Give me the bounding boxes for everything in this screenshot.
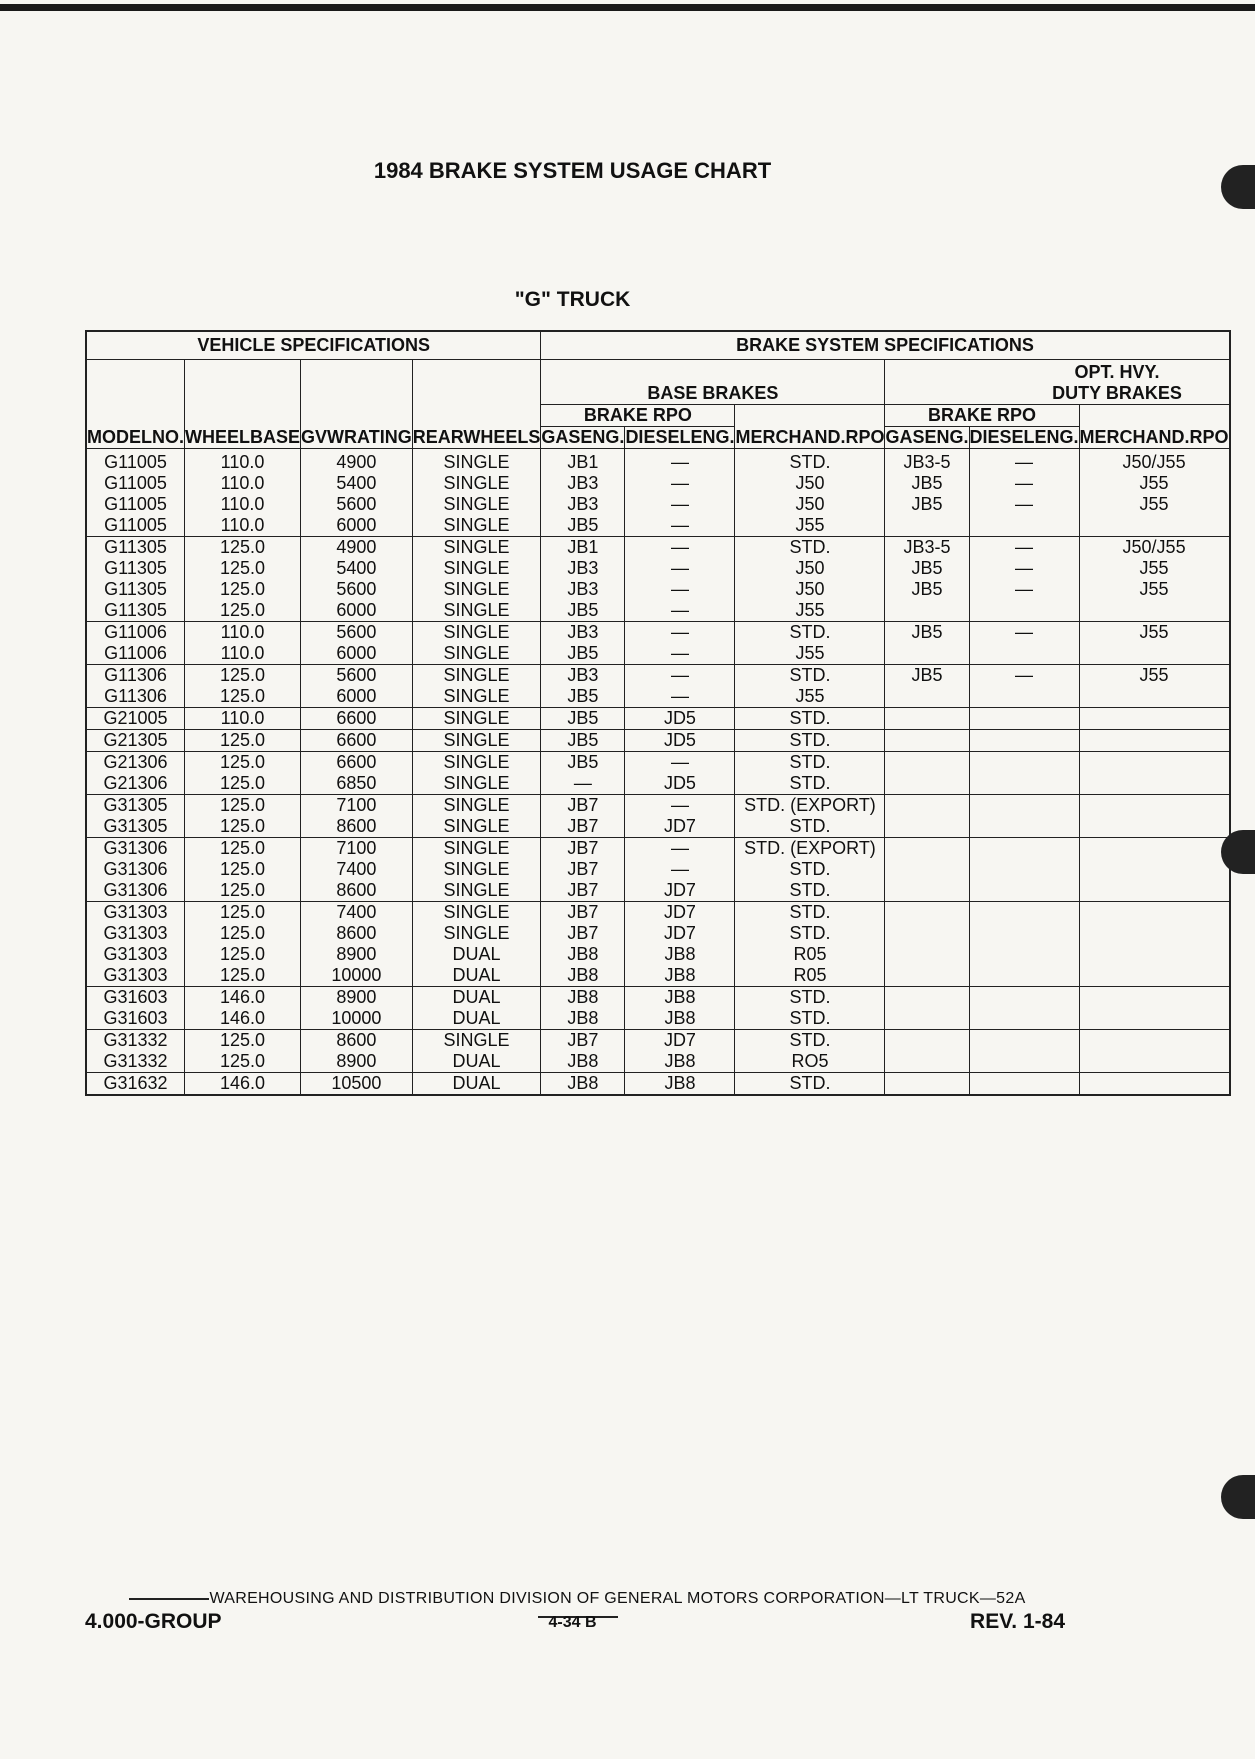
cell-rear: SINGLE SINGLE SINGLE [412, 838, 541, 902]
cell-merch: STD. STD. R05 R05 [735, 902, 885, 987]
table-row [86, 730, 1230, 752]
cell-wheel: 110.0 110.0 110.0 110.0 [185, 449, 301, 537]
cell-hgas [885, 902, 969, 987]
cell-diesel: JD7 JB8 [625, 1030, 735, 1073]
cell-hgas: JB3-5 JB5 JB5 [885, 537, 969, 622]
cell-hgas [885, 838, 969, 902]
binder-ring-hole [1221, 165, 1255, 209]
cell-merch: STD. STD. [735, 987, 885, 1030]
table-row [86, 537, 1230, 622]
cell-hdiesel [969, 752, 1079, 795]
table-row [86, 622, 1230, 665]
cell-diesel: JD5 [625, 730, 735, 752]
cell-hmerch [1079, 838, 1230, 902]
cell-gvw: 6600 [301, 730, 413, 752]
cell-gas: JB5 [541, 708, 625, 730]
cell-model: G21305 [86, 730, 185, 752]
cell-model: G31305 G31305 [86, 795, 185, 838]
cell-model: G11306 G11306 [86, 665, 185, 708]
cell-diesel: — JD5 [625, 752, 735, 795]
cell-gvw: 6600 [301, 708, 413, 730]
cell-gvw: 7100 7400 8600 [301, 838, 413, 902]
table-row [86, 708, 1230, 730]
cell-gas: JB3 JB5 [541, 665, 625, 708]
cell-rear: SINGLE SINGLE SINGLE SINGLE [412, 537, 541, 622]
gvw-rating-header: GVWRATING [301, 405, 413, 449]
cell-hdiesel [969, 1073, 1079, 1096]
cell-gas: JB8 [541, 1073, 625, 1096]
cell-hmerch: J50/J55 J55 J55 [1079, 449, 1230, 537]
table-body [86, 449, 1230, 1096]
cell-gas: JB1 JB3 JB3 JB5 [541, 537, 625, 622]
cell-wheel: 125.0 125.0 [185, 665, 301, 708]
cell-merch: STD. J50 J50 J55 [735, 537, 885, 622]
hvy-diesel-eng-header: DIESELENG. [969, 427, 1079, 447]
cell-model: G31603 G31603 [86, 987, 185, 1030]
cell-rear: SINGLE SINGLE SINGLE SINGLE [412, 449, 541, 537]
cell-hgas [885, 1073, 969, 1096]
cell-merch: STD. J50 J50 J55 [735, 449, 885, 537]
cell-hdiesel [969, 795, 1079, 838]
cell-gvw: 8900 10000 [301, 987, 413, 1030]
cell-hgas [885, 795, 969, 838]
cell-hdiesel [969, 838, 1079, 902]
cell-hdiesel: — [969, 622, 1079, 665]
header-spacer [412, 359, 541, 405]
cell-gas: JB7 JB7 [541, 795, 625, 838]
rear-wheels-header: REARWHEELS [412, 405, 541, 449]
cell-gvw: 7100 8600 [301, 795, 413, 838]
cell-merch: STD. RO5 [735, 1030, 885, 1073]
cell-merch: STD. (EXPORT) STD. [735, 795, 885, 838]
base-merch-rpo-header: MERCHAND.RPO [735, 405, 885, 449]
binder-ring-hole [1221, 1475, 1255, 1519]
cell-gvw: 5600 6000 [301, 665, 413, 708]
cell-diesel: JB8 JB8 [625, 987, 735, 1030]
cell-model: G11305 G11305 G11305 G11305 [86, 537, 185, 622]
opt-hvy-line1: OPT. HVY. [1074, 362, 1160, 382]
cell-model: G31306 G31306 G31306 [86, 838, 185, 902]
cell-hgas [885, 752, 969, 795]
cell-hmerch [1079, 730, 1230, 752]
cell-rear: SINGLE [412, 708, 541, 730]
base-diesel-eng-header: DIESELENG. [625, 427, 735, 447]
cell-model: G31332 G31332 [86, 1030, 185, 1073]
cell-hmerch [1079, 987, 1230, 1030]
cell-hdiesel [969, 987, 1079, 1030]
cell-wheel: 125.0 125.0 [185, 752, 301, 795]
cell-hmerch [1079, 902, 1230, 987]
cell-hdiesel [969, 708, 1079, 730]
table-row [86, 1073, 1230, 1096]
table-row [86, 838, 1230, 902]
cell-gvw: 10500 [301, 1073, 413, 1096]
cell-wheel: 110.0 [185, 708, 301, 730]
cell-hgas: JB5 [885, 622, 969, 665]
cell-diesel: — — — — [625, 537, 735, 622]
cell-rear: SINGLE DUAL [412, 1030, 541, 1073]
cell-wheel: 125.0 125.0 [185, 795, 301, 838]
cell-rear: SINGLE SINGLE DUAL DUAL [412, 902, 541, 987]
cell-hdiesel: — [969, 665, 1079, 708]
base-brakes-header: BASE BRAKES [541, 359, 885, 405]
base-brake-rpo-header: BRAKE RPO [541, 405, 735, 427]
hvy-brake-rpo-header: BRAKE RPO [885, 405, 1079, 427]
cell-gvw: 8600 8900 [301, 1030, 413, 1073]
table-row [86, 795, 1230, 838]
cell-rear: SINGLE [412, 730, 541, 752]
cell-model: G31303 G31303 G31303 G31303 [86, 902, 185, 987]
cell-hmerch [1079, 1030, 1230, 1073]
table-row [86, 449, 1230, 537]
cell-hgas [885, 1030, 969, 1073]
footer-revision: REV. 1-84 [970, 1610, 1065, 1633]
cell-rear: SINGLE SINGLE [412, 622, 541, 665]
cell-hgas [885, 987, 969, 1030]
cell-hmerch: J55 [1079, 622, 1230, 665]
cell-gas: JB7 JB7 JB8 JB8 [541, 902, 625, 987]
table-row [86, 902, 1230, 987]
cell-gas: JB5 — [541, 752, 625, 795]
cell-hdiesel [969, 1030, 1079, 1073]
cell-wheel: 125.0 [185, 730, 301, 752]
cell-rear: DUAL [412, 1073, 541, 1096]
cell-diesel: JB8 [625, 1073, 735, 1096]
table-row [86, 665, 1230, 708]
cell-diesel: — JD7 [625, 795, 735, 838]
page-title: 1984 BRAKE SYSTEM USAGE CHART [373, 158, 772, 183]
cell-diesel: — — — — [625, 449, 735, 537]
cell-hmerch: J55 [1079, 665, 1230, 708]
opt-hvy-line2: DUTY BRAKES [1052, 383, 1182, 403]
hvy-gas-eng-header: GASENG. [885, 427, 969, 447]
vehicle-specs-header: VEHICLE SPECIFICATIONS [86, 331, 541, 359]
cell-gas: JB7 JB7 JB7 [541, 838, 625, 902]
cell-hgas: JB3-5 JB5 JB5 [885, 449, 969, 537]
page-subtitle: "G" TRUCK [514, 288, 631, 311]
cell-hgas: JB5 [885, 665, 969, 708]
footer-group: 4.000-GROUP [85, 1610, 222, 1633]
cell-hdiesel [969, 902, 1079, 987]
opt-hvy-duty-header [885, 359, 1230, 405]
cell-gvw: 4900 5400 5600 6000 [301, 449, 413, 537]
header-spacer [86, 359, 185, 405]
cell-diesel: — — [625, 622, 735, 665]
cell-wheel: 110.0 110.0 [185, 622, 301, 665]
cell-merch: STD. J55 [735, 665, 885, 708]
cell-wheel: 125.0 125.0 125.0 [185, 838, 301, 902]
cell-merch: STD. STD. [735, 752, 885, 795]
cell-diesel: JD7 JD7 JB8 JB8 [625, 902, 735, 987]
table-row [86, 752, 1230, 795]
header-spacer [185, 359, 301, 405]
cell-gas: JB7 JB8 [541, 1030, 625, 1073]
top-rule [0, 4, 1255, 11]
base-gas-eng-header: GASENG. [541, 427, 625, 447]
footer-page-number: 4-34 B [548, 1614, 597, 1631]
cell-diesel: — — JD7 [625, 838, 735, 902]
cell-wheel: 125.0 125.0 125.0 125.0 [185, 537, 301, 622]
cell-merch: STD. [735, 708, 885, 730]
cell-diesel: — — [625, 665, 735, 708]
cell-hdiesel: — — — [969, 449, 1079, 537]
cell-hmerch [1079, 708, 1230, 730]
cell-model: G21005 [86, 708, 185, 730]
hvy-merch-rpo-header: MERCHAND.RPO [1079, 405, 1230, 449]
model-no-header: MODELNO. [86, 405, 185, 449]
cell-wheel: 125.0 125.0 [185, 1030, 301, 1073]
cell-merch: STD. [735, 1073, 885, 1096]
cell-gas: JB3 JB5 [541, 622, 625, 665]
cell-gvw: 5600 6000 [301, 622, 413, 665]
brake-specs-header: BRAKE SYSTEM SPECIFICATIONS [541, 331, 1230, 359]
cell-merch: STD. J55 [735, 622, 885, 665]
table-row [86, 1030, 1230, 1073]
cell-hmerch [1079, 752, 1230, 795]
cell-hmerch: J50/J55 J55 J55 [1079, 537, 1230, 622]
cell-model: G11005 G11005 G11005 G11005 [86, 449, 185, 537]
cell-gas: JB1 JB3 JB3 JB5 [541, 449, 625, 537]
cell-rear: SINGLE SINGLE [412, 665, 541, 708]
cell-gas: JB8 JB8 [541, 987, 625, 1030]
cell-wheel: 146.0 146.0 [185, 987, 301, 1030]
cell-model: G31632 [86, 1073, 185, 1096]
cell-rear: SINGLE SINGLE [412, 752, 541, 795]
cell-hdiesel [969, 730, 1079, 752]
table-row [86, 987, 1230, 1030]
cell-gvw: 6600 6850 [301, 752, 413, 795]
cell-wheel: 125.0 125.0 125.0 125.0 [185, 902, 301, 987]
cell-model: G21306 G21306 [86, 752, 185, 795]
cell-gas: JB5 [541, 730, 625, 752]
cell-hmerch [1079, 795, 1230, 838]
cell-hgas [885, 708, 969, 730]
cell-merch: STD. [735, 730, 885, 752]
cell-model: G11006 G11006 [86, 622, 185, 665]
cell-gvw: 4900 5400 5600 6000 [301, 537, 413, 622]
footer-credit-text: WAREHOUSING AND DISTRIBUTION DIVISION OF GENERAL MOTORS CORPORATION—LT TRUCK—52A [209, 1590, 1026, 1607]
cell-wheel: 146.0 [185, 1073, 301, 1096]
cell-hgas [885, 730, 969, 752]
cell-rear: SINGLE SINGLE [412, 795, 541, 838]
cell-hmerch [1079, 1073, 1230, 1096]
cell-gvw: 7400 8600 8900 10000 [301, 902, 413, 987]
cell-rear: DUAL DUAL [412, 987, 541, 1030]
cell-merch: STD. (EXPORT) STD. STD. [735, 838, 885, 902]
brake-usage-table [85, 330, 1231, 1096]
header-spacer [301, 359, 413, 405]
cell-hdiesel: — — — [969, 537, 1079, 622]
wheel-base-header: WHEELBASE [185, 405, 301, 449]
cell-diesel: JD5 [625, 708, 735, 730]
